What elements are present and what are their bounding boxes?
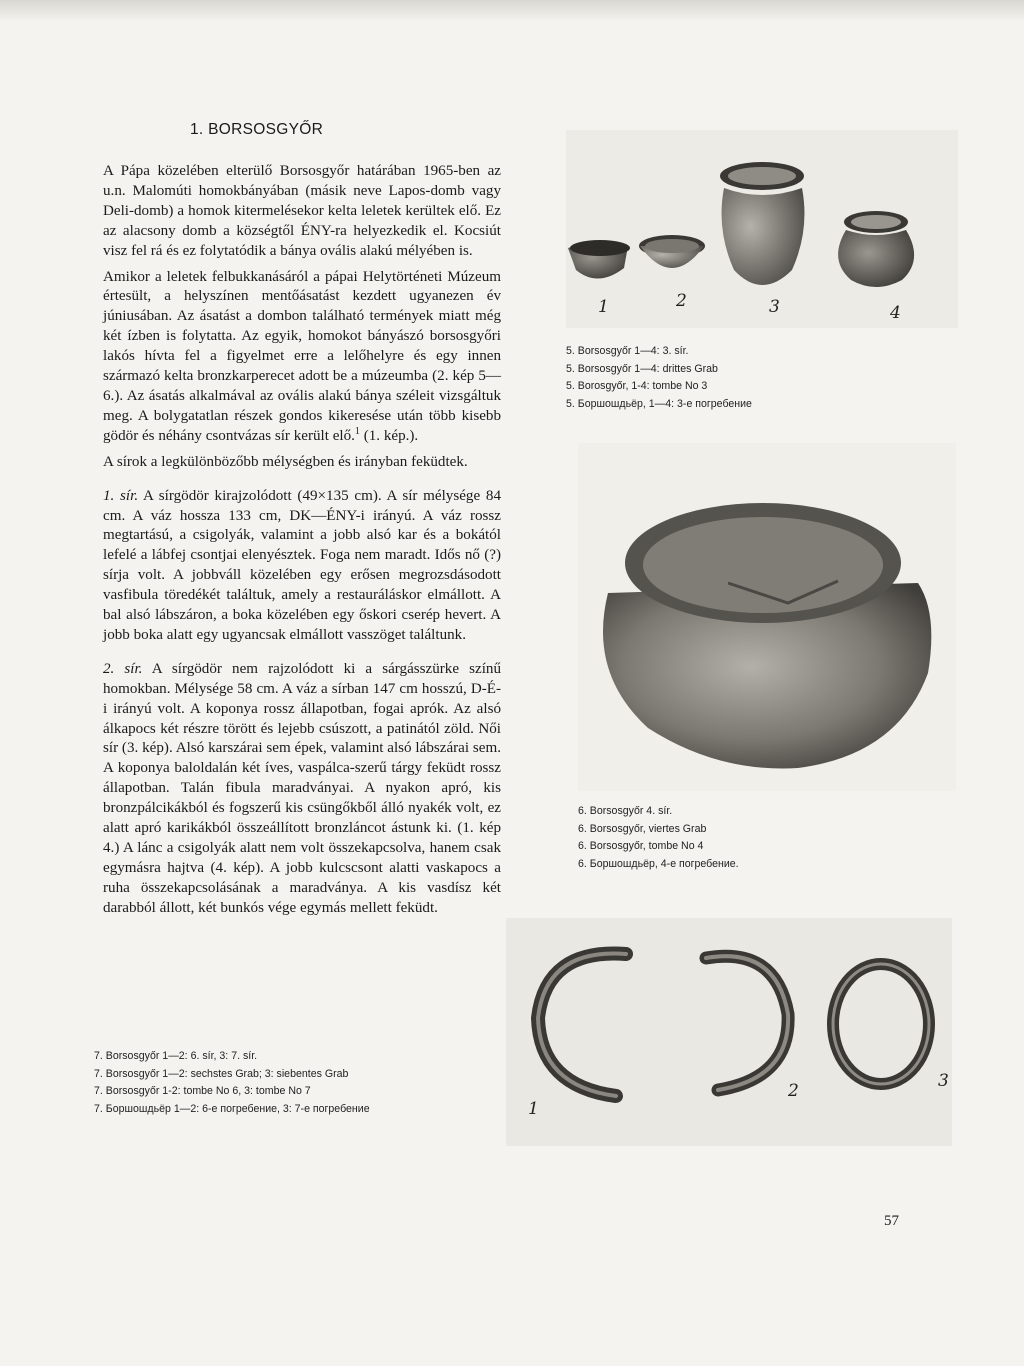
grave-2-text: A sírgödör nem rajzolódott ki a sárgásszürke színű homokban. Mélysége 58 cm. A váz a sírban 147 cm hosszú, D-É-i irányú volt. A koponya rossz állapotban, fogai aprók. Az alsó álkapocs két részre törött és lejebb csúszott, a patinától zöld. Női sír (3. kép). Alsó karszárai sem épek, valamint alsó lábszárai sem. A koponya baloldalán két íves, vaspálca-szerű tárgy feküdt rossz állapotban. Talán fibula maradványai. A nyakon apró, kis bronzpálcikákból és fogszerű kis csüngőkből álló nyakék volt, ez alatt apró karikákból összeállított bronzláncot ástunk ki. (1. kép 4.) A lánc a csigolyák alatt nem volt összekapcsolva, hanem csak egymásra hajtva (4. kép). A jobb kulcscsont alatti vaskapocs a ruha összekapcsolásának a maradványa. A kis vasdísz két darabból állott, két bunkós vége egymás mellett feküdt. — [103, 660, 501, 916]
figure-7-caption-ru: 7. Боршошдьёр 1—2: 6-е погребение, 3: 7-е погребение — [94, 1102, 370, 1115]
grave-1-paragraph — [103, 487, 501, 646]
bracelet-number-1: 1 — [528, 1099, 539, 1119]
bracelet-number-2: 2 — [788, 1081, 799, 1101]
vessel-4 — [838, 211, 914, 287]
intro-text — [103, 162, 501, 925]
paragraph-2-text: Amikor a leletek felbukkanásáról a pápai Helytörténeti Múzeum értesült, a helyszínen mentőásatást kezdett ugyanezen év júniusában. Az ásatást a dombon található termények miatt még két ízben is folytatta. Az egyik, homokot bányászó borsosgyőri lakós hívta fel a figyelmet erre a lelőhelyre és egy innen származó kelta bronzkarperecet adott be a múzeumba (2. kép 5—6.). Az ásatás alkalmával az ovális alakú bánya széleit vizsgáltuk meg. A bolygatatlan részek gondos kikeresése után több kisebb gödör és néhány csontvázas sír került elő. — [103, 268, 501, 444]
grave-2-label: 2. sír. — [103, 660, 143, 677]
figure-7-captions — [94, 1048, 370, 1118]
section-heading: 1. BORSOSGYŐR — [190, 121, 324, 138]
vessels-image — [566, 130, 958, 328]
bracelet-1 — [538, 954, 626, 1096]
figure-5-caption-hu: 5. Borsosgyőr 1—4: 3. sír. — [566, 345, 689, 357]
figure-5-caption-fr: 5. Borosgyőr, 1-4: tombe No 3 — [566, 380, 708, 392]
vessel-number-4: 4 — [890, 303, 901, 323]
figure-6-caption-hu: 6. Borsosgyőr 4. sír. — [578, 805, 673, 817]
figure-7-caption-fr: 7. Borsosgyőr 1-2: tombe No 6, 3: tombe No 7 — [94, 1085, 311, 1097]
figure-6-caption-ru: 6. Боршошдьёр, 4-е погребение. — [578, 857, 739, 870]
vessel-number-3: 3 — [769, 297, 780, 317]
bracelet-3 — [833, 964, 929, 1084]
bracelet-2 — [706, 956, 788, 1090]
paragraph-2-ref: (1. kép.). — [363, 427, 419, 444]
bracelet-number-3: 3 — [938, 1071, 949, 1091]
paragraph-3: A sírok a legkülönbözőbb mélységben és irányban feküdtek. — [103, 453, 468, 470]
vessel-number-1: 1 — [598, 297, 609, 317]
scan-top-edge — [0, 0, 1024, 22]
paragraph-1: A Pápa közelében elterülő Borsosgyőr határában 1965-ben az u.n. Malomúti homokbányában (másik neve Lapos-domb vagy Deli-domb) a homok kitermelésekor kelta leletek kerültek elő. Ez az alacsony domb a községtől ÉNY-ra helyezkedik el. Kocsiút visz fel rá és ez folytatódik a bánya ovális alakú mélyében is. — [103, 163, 501, 259]
figure-5-photo — [566, 130, 958, 328]
paragraph-2 — [103, 268, 501, 447]
grave-1-text: A sírgödör kirajzolódott (49×135 cm). A sír mélysége 84 cm. A váz hossza 133 cm, DK—ÉNY-i irányú. A váz rossz megtartású, a csigolyák, valamint a jobb alsó kar és a bokától lefelé a lábfej csontjai elenyésztek. Foga nem maradt. Idős nő (?) sírja volt. A jobbváll közelében egy erősen megrozsdásodott vasfibula töredékét találtuk, amely a restauráláskor elmállott. A bal alsó lábszáron, a boka közelében egy őskori cserép hevert. A jobb boka alatt egy ugyancsak elmállott vasszöget találtunk. — [103, 487, 501, 643]
figure-5-captions — [566, 343, 752, 413]
vessel-2 — [639, 235, 705, 268]
large-pot-image — [578, 443, 956, 791]
figure-7-photo — [506, 918, 952, 1146]
bracelets-image — [506, 918, 952, 1146]
figure-5-caption-de: 5. Borsosgyőr 1—4: drittes Grab — [566, 362, 718, 375]
page-number: 57 — [884, 1213, 899, 1229]
figure-6-caption-de: 6. Borsosgyőr, viertes Grab — [578, 822, 707, 835]
grave-2-paragraph — [103, 660, 501, 919]
figure-5-caption-ru: 5. Боршошдьёр, 1—4: 3-е погребение — [566, 397, 752, 410]
figure-7-caption-hu: 7. Borsosgyőr 1—2: 6. sír, 3: 7. sír. — [94, 1050, 258, 1062]
vessel-3 — [720, 162, 804, 285]
vessel-1 — [568, 240, 630, 279]
figure-6-captions — [578, 803, 739, 873]
footnote-mark: 1 — [354, 425, 360, 437]
vessel-number-2: 2 — [676, 291, 687, 311]
figure-6-photo — [578, 443, 956, 791]
figure-6-caption-fr: 6. Borsosgyőr, tombe No 4 — [578, 840, 704, 852]
grave-1-label: 1. sír. — [103, 487, 139, 504]
figure-7-caption-de: 7. Borsosgyőr 1—2: sechstes Grab; 3: siebentes Grab — [94, 1067, 349, 1080]
